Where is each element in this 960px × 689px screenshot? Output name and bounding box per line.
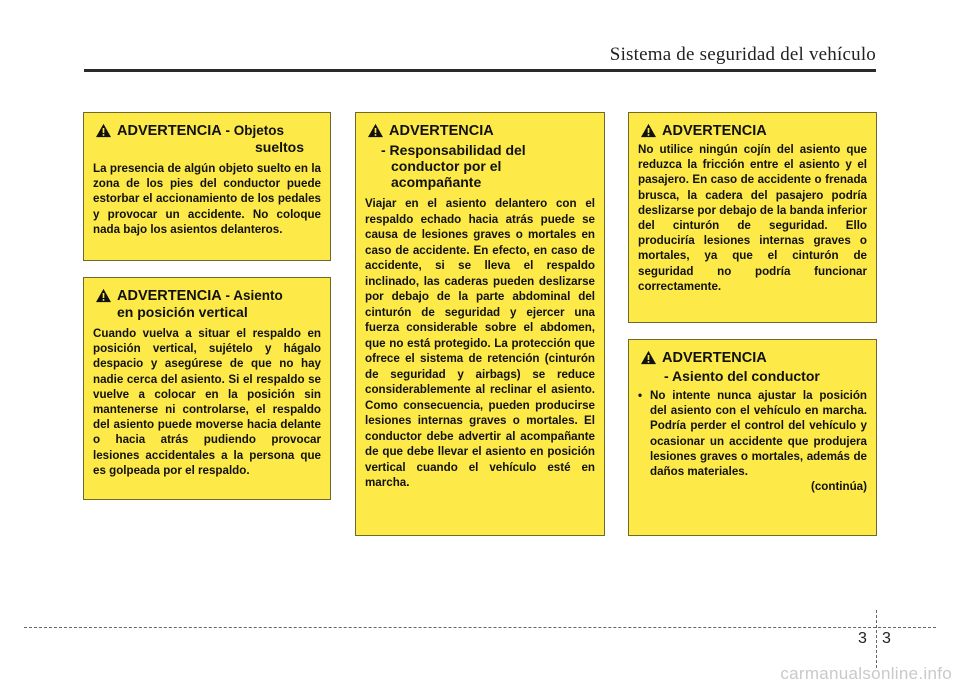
chapter-number: 3	[858, 630, 867, 647]
warning-title: ADVERTENCIA	[389, 123, 494, 139]
warning-triangle-icon	[95, 123, 112, 138]
continued-note: (continúa)	[810, 480, 867, 494]
warning-subtitle: en posición vertical	[117, 304, 248, 320]
bullet-dot: •	[638, 389, 643, 402]
warning-box-objetos-sueltos	[83, 112, 331, 261]
warning-heading	[93, 123, 321, 155]
header-title: Sistema de seguridad del vehículo	[609, 44, 876, 65]
footer-rule	[24, 627, 936, 628]
warning-body: No utilice ningún cojín del asiento que reduzca la fricción entre el asiento y el pasajero. En caso de accidente o frenada brusca, la cadera del pasajero podría deslizarse por debajo de la banda inferior del cinturón de seguridad. Ello produciría lesiones internas graves o mortales, ya que el cinturón de seguridad no podría funcionar correctamente.	[638, 143, 867, 293]
warning-triangle-icon	[367, 123, 384, 138]
warning-box-asiento-conductor	[628, 339, 877, 536]
warning-title: ADVERTENCIA	[117, 288, 222, 304]
warning-subtitle: - Responsabilidad del conductor por el acompañante	[381, 142, 526, 190]
warning-body: Cuando vuelva a situar el respaldo en posición vertical, sujételo y hágalo despacio y asegúrese de que no hay nadie cerca del asiento. Si el respaldo se vuelve a colocar en la posición sin mantenerse ni controlarse, el respaldo del asiento puede moverse hacia delante o hacia atrás pudiendo provocar lesiones accidentales a la persona que es golpeada por el respaldo.	[93, 327, 321, 477]
warning-subtitle: sueltos	[255, 139, 305, 155]
warning-body: La presencia de algún objeto suelto en la zona de los pies del conductor puede estorbar el accionamiento de los pedales y provocar un accidente. No coloque nada bajo los asientos delanteros.	[93, 162, 321, 236]
warning-title: ADVERTENCIA	[662, 123, 767, 139]
warning-triangle-icon	[95, 288, 112, 303]
warning-box-responsabilidad	[355, 112, 605, 536]
warning-title: ADVERTENCIA	[662, 350, 767, 366]
warning-triangle-icon	[640, 350, 657, 365]
warning-body: Viajar en el asiento delantero con el respaldo echado hacia atrás puede se causa de lesiones graves o mortales en caso de accidente. En efecto, en caso de accidente, si se lleva el respaldo inclinado, las caderas pueden deslizarse por debajo de la parte abdominal del cinturón de seguridad y ejercer una fuerza considerable sobre el abdomen, que no está protegido. La protección que ofrece el sistema de retención (cinturón de seguridad y airbags) se reduce considerablemente al reclinar el asiento. Como consecuencia, pueden producirse lesiones internas graves o mortales. El conductor debe advertir al acompañante de que debe llevar el asiento en posición vertical cuando el vehículo esté en marcha.	[365, 197, 595, 489]
warning-heading	[93, 288, 321, 320]
warning-title-suffix: - Asiento	[221, 288, 283, 303]
header-rule	[84, 69, 876, 72]
warning-heading	[638, 350, 867, 366]
page-number: 3	[882, 630, 891, 647]
warning-title: ADVERTENCIA	[117, 123, 222, 139]
warning-subtitle: - Asiento del conductor	[664, 368, 820, 384]
warning-heading	[365, 123, 595, 139]
warning-body: No intente nunca ajustar la posición del asiento con el vehículo en marcha. Podría perder el control del vehículo y ocasionar un accidente que produjera lesiones graves o mortales, además de daños materiales.	[650, 389, 867, 479]
warning-bullet-item	[638, 388, 867, 479]
warning-title-suffix: - Objetos	[221, 123, 284, 138]
footer-divider	[876, 610, 877, 668]
warning-triangle-icon	[640, 123, 657, 138]
warning-box-cojin	[628, 112, 877, 323]
warning-box-asiento-vertical	[83, 277, 331, 500]
warning-heading	[638, 123, 867, 139]
watermark-text: carmanualsonline.info	[780, 664, 952, 683]
